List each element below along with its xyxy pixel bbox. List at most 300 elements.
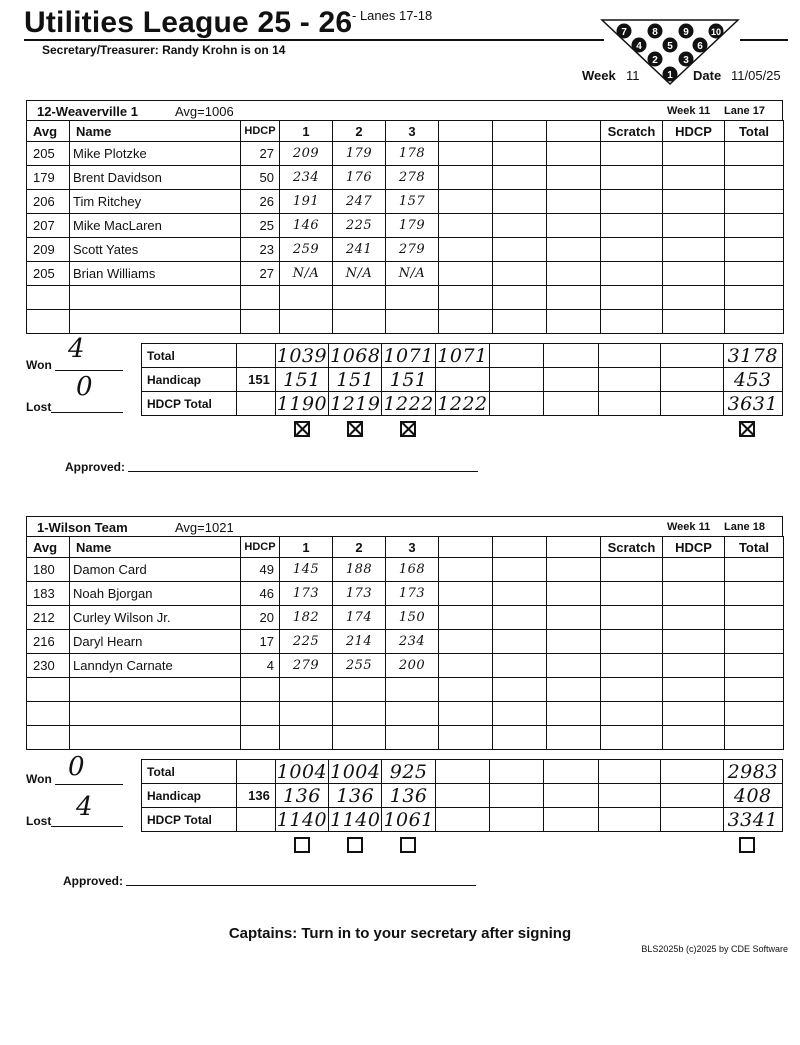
bowler-game-2: 255 [333,654,386,678]
won-line [55,784,123,785]
scratch-cell [601,310,663,334]
total-game-2: 1004 [330,760,381,783]
bowler-name: Lanndyn Carnate [70,654,241,678]
total-cell [725,558,784,582]
handicap-game-2: 151 [329,368,382,392]
bowler-name [70,702,241,726]
hdcp-total-label: HDCP Total [142,808,237,832]
bowler-game-2: 214 [333,630,386,654]
title-underline-right [740,39,788,41]
bowler-game-3 [386,678,439,702]
total-game-3: 1071 [383,344,434,367]
pin-label: 8 [652,27,658,38]
hdcp-cell [663,726,725,750]
checkbox-game-1[interactable] [294,837,310,853]
hdcp-cell [663,190,725,214]
date-value: 11/05/25 [731,68,781,83]
bowler-name: Mike MacLaren [70,214,241,238]
hdcp-cell [663,582,725,606]
total-cell [725,142,784,166]
col-name: Name [70,537,241,558]
secretary-note: Secretary/Treasurer: Randy Krohn is on 14 [42,43,286,57]
scratch-cell [601,606,663,630]
bowler-name: Curley Wilson Jr. [70,606,241,630]
won-value: 0 [68,752,85,782]
pin-label: 9 [683,27,689,38]
team-name: 1-Wilson Team [37,520,128,535]
empty-row [27,702,784,726]
total-label: Total [142,760,237,784]
bowler-average [27,310,70,334]
bowler-name [70,678,241,702]
approved-signature-line[interactable] [128,471,478,472]
bowler-handicap [241,678,280,702]
bowler-game-2 [333,726,386,750]
bowler-row [27,166,784,190]
bowler-game-3: 168 [386,558,439,582]
bowler-game-3: 279 [386,238,439,262]
handicap-game-3: 136 [382,784,435,808]
total-game-3-corrected: 1071 [437,344,488,367]
checkbox-game-2[interactable] [347,421,363,437]
bowler-game-3: 234 [386,630,439,654]
empty-cell [547,654,601,678]
team-header [26,516,783,536]
empty-cell [439,286,493,310]
scratch-cell [601,166,663,190]
bowler-game-1: 225 [280,630,333,654]
total-game-1: 1039 [276,344,328,367]
bowler-game-1: N/A [280,262,333,286]
empty-cell [439,310,493,334]
bowler-game-2: 173 [333,582,386,606]
empty-cell [439,606,493,630]
scratch-cell [601,630,663,654]
col-total: Total [725,121,784,142]
bowler-game-3 [386,286,439,310]
bowler-row [27,214,784,238]
bowler-game-2: 174 [333,606,386,630]
col-blank [493,537,547,558]
bowler-game-1 [280,310,333,334]
col-game-1: 1 [280,121,333,142]
empty-cell [493,726,547,750]
hdcp-cell [663,262,725,286]
hdcp-cell [663,558,725,582]
hdcp-cell [663,142,725,166]
col-game-3: 3 [386,537,439,558]
hdcp-cell [663,286,725,310]
col-game-2: 2 [333,121,386,142]
won-label: Won [26,772,52,786]
team-average: Avg=1006 [175,104,234,119]
empty-cell [439,238,493,262]
bowler-row [27,190,784,214]
empty-cell [439,726,493,750]
empty-cell [547,262,601,286]
column-header-row [27,121,784,142]
bowler-handicap: 27 [241,262,280,286]
bowler-game-3: 178 [386,142,439,166]
team-score-grid [26,536,784,750]
bowler-game-3: 179 [386,214,439,238]
pin-label: 4 [636,41,642,52]
empty-cell [493,606,547,630]
empty-cell [547,238,601,262]
empty-cell [439,678,493,702]
pin-label: 1 [667,70,673,81]
total-label: Total [142,344,237,368]
title-underline [24,39,604,41]
column-header-row [27,537,784,558]
empty-row [27,310,784,334]
hdcp-cell [663,678,725,702]
bowler-row [27,630,784,654]
empty-cell [493,142,547,166]
bowler-handicap: 46 [241,582,280,606]
col-blank [547,121,601,142]
bowler-average: 212 [27,606,70,630]
bowler-handicap: 23 [241,238,280,262]
date-label: Date [693,68,722,83]
bowler-average [27,286,70,310]
lanes-label: - Lanes 17-18 [352,8,433,23]
total-series: 2983 [723,760,782,784]
empty-cell [493,582,547,606]
team-average: Avg=1021 [175,520,234,535]
hdcp-total-game-3: 1061 [383,808,434,831]
pin-label: 5 [667,41,673,52]
team-lane: Lane 18 [724,521,765,533]
handicap-series: 408 [723,784,782,808]
checkbox-game-3[interactable] [400,837,416,853]
bowler-game-2 [333,286,386,310]
bowler-average: 180 [27,558,70,582]
col-total: Total [725,537,784,558]
bowler-game-1: 145 [280,558,333,582]
empty-cell [439,702,493,726]
won-label: Won [26,358,52,372]
totals-row [142,344,783,368]
bowler-name [70,726,241,750]
empty-cell [547,726,601,750]
team-totals [141,759,783,832]
scratch-cell [601,678,663,702]
empty-row [27,678,784,702]
empty-row [27,726,784,750]
scratch-cell [601,190,663,214]
lost-label: Lost [26,814,52,828]
empty-cell [439,142,493,166]
empty-cell [493,214,547,238]
copyright-notice: BLS2025b (c)2025 by CDE Software [641,944,788,954]
lost-line [51,826,123,827]
scratch-cell [601,654,663,678]
empty-cell [547,630,601,654]
empty-cell [439,214,493,238]
checkbox-game-1[interactable] [294,421,310,437]
scratch-cell [601,582,663,606]
total-series: 3178 [723,344,782,368]
scratch-cell [601,262,663,286]
won-line [55,370,123,371]
hdcp-cell [663,166,725,190]
bowler-average: 216 [27,630,70,654]
total-cell [725,702,784,726]
col-hdcp-2: HDCP [663,537,725,558]
bowler-game-3: 157 [386,190,439,214]
empty-cell [547,582,601,606]
bowler-average: 205 [27,142,70,166]
hdcp-total-game-1: 1190 [276,392,328,415]
hdcp-total-game-1: 1140 [276,808,328,831]
empty-cell [439,262,493,286]
scratch-cell [601,142,663,166]
bowler-row [27,606,784,630]
team-totals [141,343,783,416]
scratch-cell [601,238,663,262]
empty-cell [439,166,493,190]
col-blank [493,121,547,142]
hdcp-total-series: 3631 [723,392,782,416]
checkbox-game-2[interactable] [347,837,363,853]
hdcp-total-game-2: 1140 [330,808,381,831]
empty-cell [439,190,493,214]
bowler-game-3: 150 [386,606,439,630]
team-score-grid [26,120,784,334]
pin-label: 7 [621,27,627,38]
bowler-game-2: 176 [333,166,386,190]
bowler-row [27,238,784,262]
bowler-game-1: 182 [280,606,333,630]
col-avg: Avg [27,537,70,558]
scratch-cell [601,286,663,310]
bowler-average: 205 [27,262,70,286]
checkbox-game-3[interactable] [400,421,416,437]
handicap-game-2: 136 [329,784,382,808]
col-game-3: 3 [386,121,439,142]
bowler-average [27,678,70,702]
col-scratch: Scratch [601,537,663,558]
bowler-game-2 [333,678,386,702]
bowler-handicap: 50 [241,166,280,190]
bowler-row [27,142,784,166]
bowler-game-3: 173 [386,582,439,606]
total-cell [725,310,784,334]
total-cell [725,286,784,310]
bowler-game-1: 146 [280,214,333,238]
empty-cell [547,702,601,726]
bowler-game-3 [386,726,439,750]
bowler-name: Tim Ritchey [70,190,241,214]
bowler-game-3: 278 [386,166,439,190]
bowler-game-1: 173 [280,582,333,606]
total-cell [725,214,784,238]
hdcp-cell [663,702,725,726]
bowler-game-3: 200 [386,654,439,678]
empty-row [27,286,784,310]
bowler-average: 209 [27,238,70,262]
hdcp-total-series: 3341 [723,808,782,832]
checkbox-series[interactable] [739,837,755,853]
team-week: Week 11 [667,521,711,533]
handicap-label: Handicap [142,368,237,392]
team-header [26,100,783,120]
bowler-game-1: 191 [280,190,333,214]
empty-cell [493,238,547,262]
handicap-row [142,368,783,392]
empty-cell [547,142,601,166]
bowler-row [27,558,784,582]
total-cell [725,654,784,678]
bowler-game-1 [280,726,333,750]
hdcp-total-row [142,808,783,832]
total-game-1: 1004 [276,760,328,783]
hdcp-total-label: HDCP Total [142,392,237,416]
bowler-game-3: N/A [386,262,439,286]
empty-cell [439,654,493,678]
total-cell [725,582,784,606]
empty-cell [493,654,547,678]
handicap-value: 136 [236,784,275,808]
lost-line [51,412,123,413]
hdcp-total-game-3: 1222 [383,392,434,415]
week-label: Week [582,68,616,83]
bowler-handicap: 26 [241,190,280,214]
empty-cell [547,190,601,214]
checkbox-series[interactable] [739,421,755,437]
bowler-game-1 [280,286,333,310]
bowler-game-2: 225 [333,214,386,238]
bowler-game-2: 179 [333,142,386,166]
league-title: Utilities League 25 - 26 [24,6,353,39]
total-cell [725,262,784,286]
handicap-row [142,784,783,808]
bowler-game-1: 259 [280,238,333,262]
scratch-cell [601,214,663,238]
lost-value: 0 [76,372,93,402]
bowler-average: 206 [27,190,70,214]
col-name: Name [70,121,241,142]
bowler-game-1 [280,678,333,702]
empty-cell [493,166,547,190]
bowler-rows [27,558,784,750]
total-game-2: 1068 [330,344,381,367]
bowler-game-1: 279 [280,654,333,678]
col-hdcp-2: HDCP [663,121,725,142]
scratch-cell [601,726,663,750]
col-game-1: 1 [280,537,333,558]
empty-cell [547,558,601,582]
bowler-handicap: 25 [241,214,280,238]
approved-label: Approved: [63,874,123,888]
handicap-value: 151 [236,368,275,392]
col-avg: Avg [27,121,70,142]
empty-cell [493,262,547,286]
bowler-average: 183 [27,582,70,606]
bowler-game-1: 209 [280,142,333,166]
col-hdcp: HDCP [241,537,280,558]
total-cell [725,606,784,630]
bowler-average: 230 [27,654,70,678]
total-cell [725,238,784,262]
hdcp-cell [663,654,725,678]
empty-cell [547,606,601,630]
bowler-game-2 [333,310,386,334]
bowler-game-3 [386,702,439,726]
scratch-cell [601,558,663,582]
bowler-game-1: 234 [280,166,333,190]
empty-cell [493,310,547,334]
captains-instruction: Captains: Turn in to your secretary after signing [228,925,572,942]
bowler-average: 179 [27,166,70,190]
empty-cell [439,582,493,606]
empty-cell [493,678,547,702]
pin-row-back [617,24,724,39]
scratch-cell [601,702,663,726]
approved-signature-line[interactable] [126,885,476,886]
bowler-handicap [241,702,280,726]
handicap-series: 453 [723,368,782,392]
total-cell [725,630,784,654]
bowler-handicap [241,310,280,334]
bowler-average: 207 [27,214,70,238]
bowler-game-2: 247 [333,190,386,214]
total-game-3: 925 [382,760,435,784]
team-week: Week 11 [667,105,711,117]
col-game-2: 2 [333,537,386,558]
lost-label: Lost [26,400,52,414]
lost-value: 4 [76,792,93,822]
total-cell [725,166,784,190]
empty-cell [547,310,601,334]
pin-label: 6 [697,41,703,52]
bowler-game-3 [386,310,439,334]
empty-cell [547,214,601,238]
bowler-row [27,654,784,678]
bowler-handicap: 49 [241,558,280,582]
empty-cell [439,630,493,654]
bowler-name [70,310,241,334]
empty-cell [547,678,601,702]
hdcp-total-game-2: 1219 [330,392,381,415]
bowler-game-1 [280,702,333,726]
empty-cell [493,558,547,582]
bowler-game-2 [333,702,386,726]
bowler-name: Scott Yates [70,238,241,262]
team-name: 12-Weaverville 1 [37,104,138,119]
hdcp-total-game-3-corrected: 1222 [437,392,488,415]
bowler-name: Mike Plotzke [70,142,241,166]
bowler-average [27,726,70,750]
hdcp-cell [663,238,725,262]
total-cell [725,678,784,702]
handicap-game-1: 136 [275,784,328,808]
won-value: 4 [68,334,85,364]
bowler-game-2: 241 [333,238,386,262]
empty-cell [547,286,601,310]
bowler-name: Brian Williams [70,262,241,286]
approved-label: Approved: [65,460,125,474]
bowler-name: Daryl Hearn [70,630,241,654]
bowler-handicap: 20 [241,606,280,630]
empty-cell [439,558,493,582]
bowler-rows [27,142,784,334]
bowler-row [27,582,784,606]
empty-cell [493,286,547,310]
totals-row [142,760,783,784]
bowler-game-2: 188 [333,558,386,582]
